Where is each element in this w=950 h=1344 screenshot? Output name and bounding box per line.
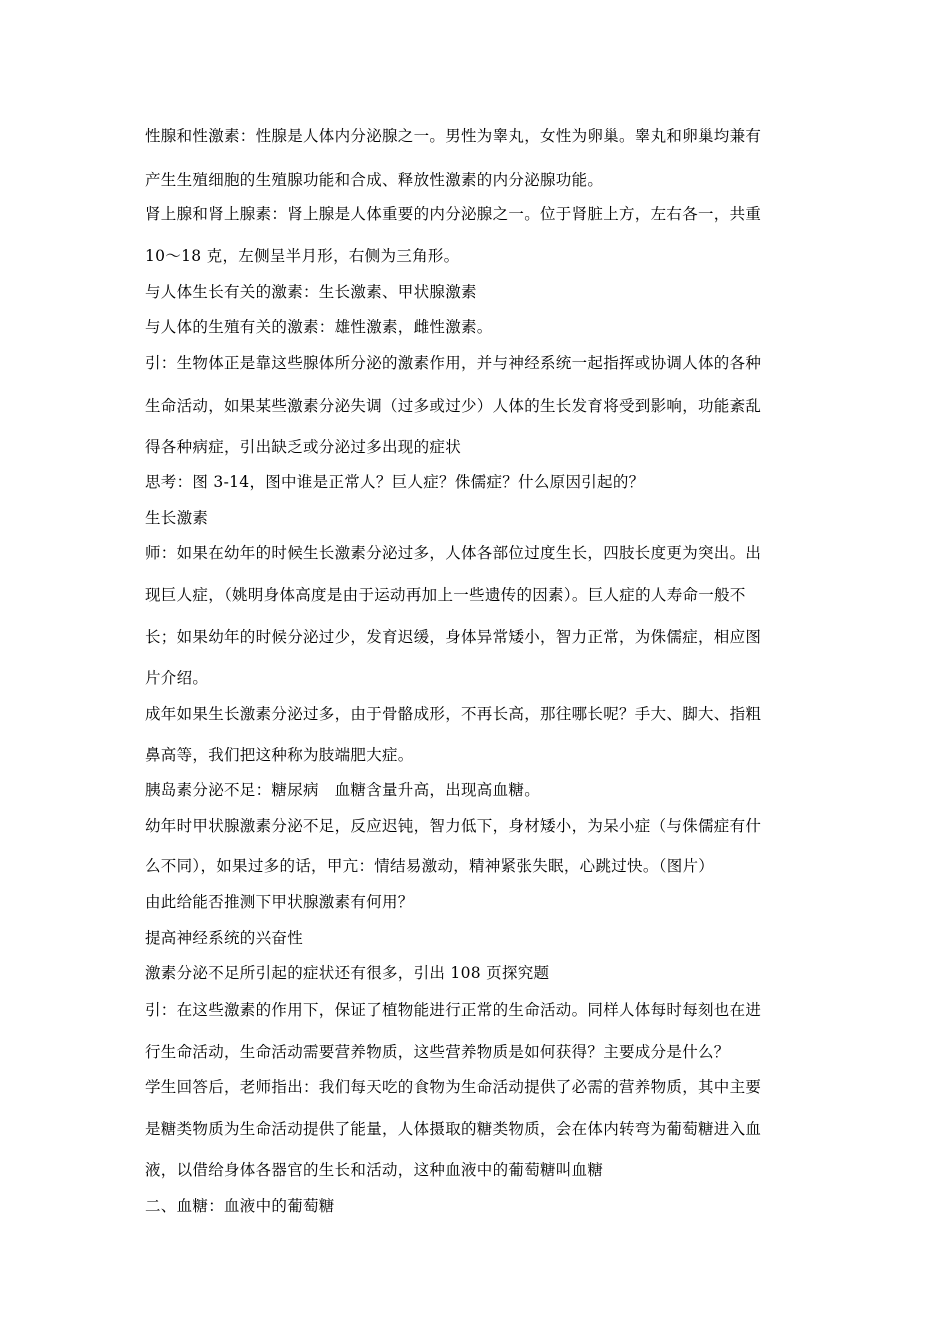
paragraph-line: 思考：图 3-14，图中谁是正常人？巨人症？侏儒症？什么原因引起的？ [145,473,645,491]
paragraph-line: 生长激素 [145,509,209,527]
paragraph-line: 激素分泌不足所引起的症状还有很多，引出 108 页探究题 [145,964,550,982]
paragraph-line: 产生生殖细胞的生殖腺功能和合成、释放性激素的内分泌腺功能。 [145,171,604,189]
paragraph-line: 液，以借给身体各器官的生长和活动，这种血液中的葡萄糖叫血糖 [145,1161,604,1179]
paragraph-line: 成年如果生长激素分泌过多，由于骨骼成形，不再长高，那往哪长呢？手大、脚大、指粗 [145,705,762,723]
paragraph-line: 是糖类物质为生命活动提供了能量，人体摄取的糖类物质，会在体内转弯为葡萄糖进入血 [145,1120,762,1138]
paragraph-line: 行生命活动，生命活动需要营养物质，这些营养物质是如何获得？主要成分是什么？ [145,1043,730,1061]
paragraph-line: 么不同），如果过多的话，甲亢：情结易激动，精神紧张失眠，心跳过快。（图片） [145,857,715,875]
paragraph-line: 由此给能否推测下甲状腺激素有何用？ [145,893,414,911]
paragraph-line: 与人体生长有关的激素：生长激素、甲状腺激素 [145,283,477,301]
paragraph-line: 10～18 克，左侧呈半月形，右侧为三角形。 [145,247,460,265]
paragraph-line: 片介绍。 [145,669,209,687]
paragraph-line: 现巨人症，（姚明身体高度是由于运动再加上一些遗传的因素）。巨人症的人寿命一般不 [145,586,746,604]
paragraph-line: 长；如果幼年的时候分泌过少，发育迟缓，身体异常矮小，智力正常，为侏儒症，相应图 [145,628,762,646]
paragraph-line: 引：在这些激素的作用下，保证了植物能进行正常的生命活动。同样人体每时每刻也在进 [145,1001,762,1019]
paragraph-line: 胰岛素分泌不足：糖尿病 血糖含量升高，出现高血糖。 [145,781,541,799]
section-heading: 二、血糖：血液中的葡萄糖 [145,1197,335,1215]
paragraph-line: 幼年时甲状腺激素分泌不足，反应迟钝，智力低下，身材矮小，为呆小症（与侏儒症有什 [145,817,762,835]
paragraph-line: 提高神经系统的兴奋性 [145,929,304,947]
paragraph-line: 得各种病症，引出缺乏或分泌过多出现的症状 [145,438,462,456]
paragraph-line: 引：生物体正是靠这些腺体所分泌的激素作用，并与神经系统一起指挥或协调人体的各种 [145,354,762,372]
paragraph-line: 学生回答后，老师指出：我们每天吃的食物为生命活动提供了必需的营养物质，其中主要 [145,1078,762,1096]
paragraph-line: 性腺和性激素：性腺是人体内分泌腺之一。男性为睾丸，女性为卵巢。睾丸和卵巢均兼有 [145,127,762,145]
paragraph-line: 肾上腺和肾上腺素：肾上腺是人体重要的内分泌腺之一。位于肾脏上方，左右各一，共重 [145,205,762,223]
paragraph-line: 鼻高等，我们把这种称为肢端肥大症。 [145,746,414,764]
paragraph-line: 与人体的生殖有关的激素：雄性激素，雌性激素。 [145,318,493,336]
paragraph-line: 师：如果在幼年的时候生长激素分泌过多，人体各部位过度生长，四肢长度更为突出。出 [145,544,762,562]
paragraph-line: 生命活动，如果某些激素分泌失调（过多或过少）人体的生长发育将受到影响，功能紊乱 [145,397,762,415]
